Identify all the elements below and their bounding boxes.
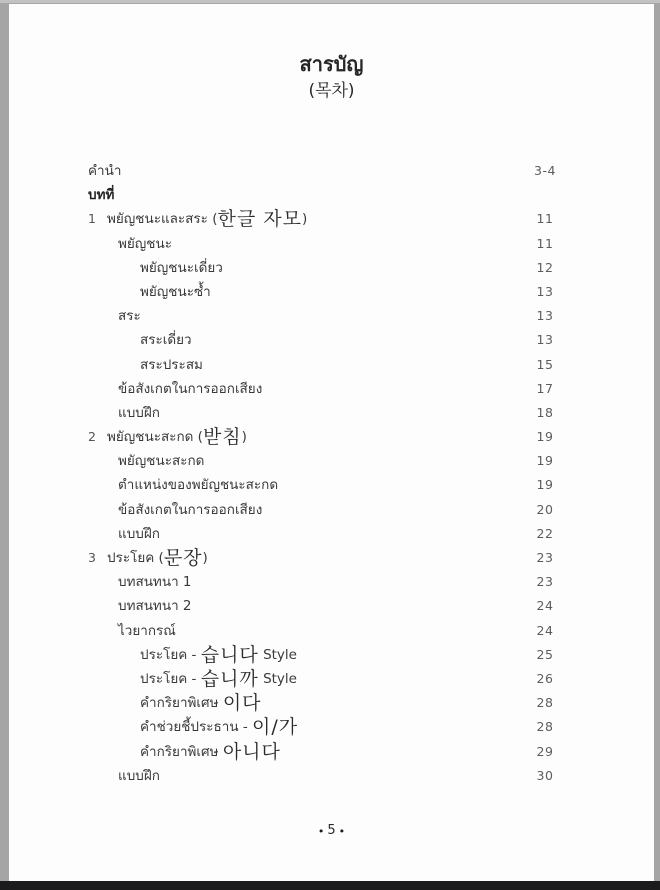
toc-entry-label [118, 377, 262, 401]
toc-entry-label [118, 232, 172, 256]
toc-entry-page-number: 28 [536, 719, 554, 735]
toc-row [9, 667, 654, 691]
toc-entry-label [140, 256, 223, 280]
toc-entry-label [118, 522, 160, 546]
toc-entry-label [140, 691, 262, 715]
toc-entry-suffix-text: Style [258, 646, 297, 663]
toc-row [9, 473, 654, 497]
toc-entry-page-number: 15 [536, 356, 554, 372]
toc-entry-label [140, 643, 297, 667]
toc-row [9, 570, 654, 594]
toc-row [9, 619, 654, 643]
toc-entry-thai-text: คำกริยาพิเศษ [140, 743, 223, 760]
toc-entry-thai-text: สระเดี่ยว [140, 332, 192, 349]
toc-entry-thai-text: ประโยค - [140, 671, 201, 688]
toc-entry-label [118, 594, 192, 618]
toc-entry-page-number: 26 [536, 670, 554, 686]
toc-entry-thai-text: บทสนทนา 1 [118, 574, 192, 591]
toc-entry-page-number: 24 [536, 622, 554, 638]
toc-row [9, 764, 654, 788]
toc-entry-page-number: 24 [536, 598, 554, 614]
toc-entry-page-number: 18 [536, 404, 554, 420]
footer-right-dot: • [338, 825, 346, 838]
toc-entry-suffix-text: Style [258, 671, 297, 688]
toc-entry-page-number: 23 [536, 550, 554, 565]
toc-entry-thai-text: บทสนทนา 2 [118, 598, 192, 615]
toc-entry-label [107, 425, 247, 449]
toc-row [9, 740, 654, 764]
page-title-korean: (목차) [308, 81, 355, 101]
toc-entry-page-number: 22 [536, 525, 554, 541]
toc-entry-thai-text: ไวยากรณ์ [118, 622, 176, 639]
toc-row [9, 183, 654, 207]
toc-entry-label [118, 304, 141, 328]
toc-entry-page-number: 19 [536, 429, 554, 445]
toc-entry-thai-text: ข้อสังเกตในการออกเสียง [118, 380, 263, 397]
toc-entry-label [107, 546, 208, 570]
toc-row [9, 498, 654, 522]
page-title: สารบัญ [299, 52, 364, 76]
toc-entry-suffix-text: ) [202, 550, 208, 567]
chapter-number: 3 [88, 550, 96, 565]
toc-entry-label [140, 715, 298, 739]
toc-row [9, 232, 654, 256]
footer-page-number: 5 [327, 823, 336, 838]
toc-row [9, 280, 654, 304]
toc-entry-page-number: 23 [536, 574, 554, 590]
toc-entry-thai-text: พยัญชนะสะกด [118, 453, 205, 470]
toc-entry-korean-text: 문장 [163, 547, 203, 569]
chapter-number: 2 [88, 429, 96, 445]
toc-row [9, 546, 654, 570]
toc-entry-page-number: 28 [536, 695, 554, 711]
toc-entry-thai-text: ประโยค - [140, 646, 201, 663]
toc-entry-label [118, 498, 262, 522]
toc-entry-page-number: 11 [536, 235, 554, 251]
toc-entry-thai-text: พยัญชนะ [118, 235, 172, 252]
chapter-number: 1 [88, 211, 96, 227]
toc-entry-thai-text: บทที่ [88, 187, 115, 204]
toc-row [9, 304, 654, 328]
toc-row [9, 256, 654, 280]
toc-row [9, 401, 654, 425]
toc-entry-label [140, 740, 281, 764]
toc-entry-label [118, 570, 192, 594]
document-page [9, 4, 654, 881]
table-of-contents [9, 159, 654, 788]
toc-entry-page-number: 12 [536, 259, 554, 275]
toc-row [9, 353, 654, 377]
toc-entry-page-number: 19 [536, 477, 554, 493]
toc-row [9, 377, 654, 401]
toc-row [9, 159, 654, 183]
toc-row [9, 691, 654, 715]
toc-entry-thai-text: พยัญชนะซ้ำ [140, 284, 211, 301]
toc-entry-thai-text: ประโยค ( [107, 550, 164, 567]
toc-entry-suffix-text: ) [241, 429, 247, 446]
toc-entry-thai-text: แบบฝึก [118, 767, 160, 784]
toc-entry-korean-text: 이다 [222, 692, 262, 715]
toc-entry-label [88, 183, 114, 207]
toc-entry-thai-text: พยัญชนะและสระ ( [107, 211, 218, 228]
toc-entry-korean-text: 습니까 [200, 667, 259, 690]
toc-entry-thai-text: สระประสม [140, 356, 203, 373]
page-footer [9, 823, 654, 838]
toc-entry-thai-text: แบบฝึก [118, 525, 160, 542]
toc-entry-page-number: 11 [536, 211, 554, 227]
toc-entry-korean-text: 아니다 [222, 740, 281, 763]
toc-entry-thai-text: คำกริยาพิเศษ [140, 695, 223, 712]
toc-entry-thai-text: พยัญชนะสะกด ( [107, 429, 203, 446]
page-title-block [9, 50, 654, 104]
toc-entry-page-number: 29 [536, 743, 554, 759]
toc-entry-label [118, 619, 176, 643]
toc-entry-korean-text: 이/가 [252, 716, 299, 739]
toc-entry-label [118, 449, 204, 473]
toc-entry-thai-text: ตำแหน่งของพยัญชนะสะกด [118, 477, 279, 494]
toc-entry-page-number: 19 [536, 453, 554, 469]
toc-row [9, 207, 654, 231]
toc-row [9, 449, 654, 473]
toc-entry-korean-text: 습니다 [200, 643, 259, 666]
toc-entry-label [107, 207, 307, 231]
toc-entry-page-number: 13 [536, 332, 554, 348]
toc-entry-page-number: 30 [536, 767, 554, 783]
toc-row [9, 522, 654, 546]
toc-row [9, 425, 654, 449]
footer-left-dot: • [317, 825, 325, 838]
toc-entry-page-number: 3-4 [534, 163, 556, 178]
toc-entry-page-number: 20 [536, 501, 554, 517]
toc-entry-label [140, 328, 192, 352]
toc-entry-suffix-text: ) [301, 211, 308, 228]
toc-entry-page-number: 17 [536, 380, 554, 396]
toc-entry-korean-text: 받침 [202, 426, 242, 449]
toc-entry-label [140, 667, 297, 691]
toc-entry-label [118, 401, 160, 425]
toc-entry-label [140, 353, 203, 377]
toc-row [9, 594, 654, 618]
toc-entry-thai-text: แบบฝึก [118, 404, 160, 421]
toc-entry-thai-text: คำช่วยชี้ประธาน - [140, 719, 253, 736]
toc-entry-korean-text: 한글 자모 [217, 208, 302, 231]
toc-row [9, 643, 654, 667]
toc-entry-label [118, 473, 278, 497]
toc-entry-page-number: 13 [536, 283, 554, 299]
toc-entry-label [118, 764, 160, 788]
toc-entry-thai-text: พยัญชนะเดี่ยว [140, 259, 223, 276]
toc-entry-thai-text: ข้อสังเกตในการออกเสียง [118, 501, 263, 518]
toc-row [9, 715, 654, 739]
toc-entry-page-number: 13 [536, 308, 554, 324]
toc-entry-thai-text: คำนำ [88, 163, 122, 180]
toc-entry-label [140, 280, 211, 304]
toc-entry-thai-text: สระ [118, 308, 141, 325]
toc-row [9, 328, 654, 352]
toc-entry-label [88, 159, 121, 183]
toc-entry-page-number: 25 [536, 646, 554, 662]
